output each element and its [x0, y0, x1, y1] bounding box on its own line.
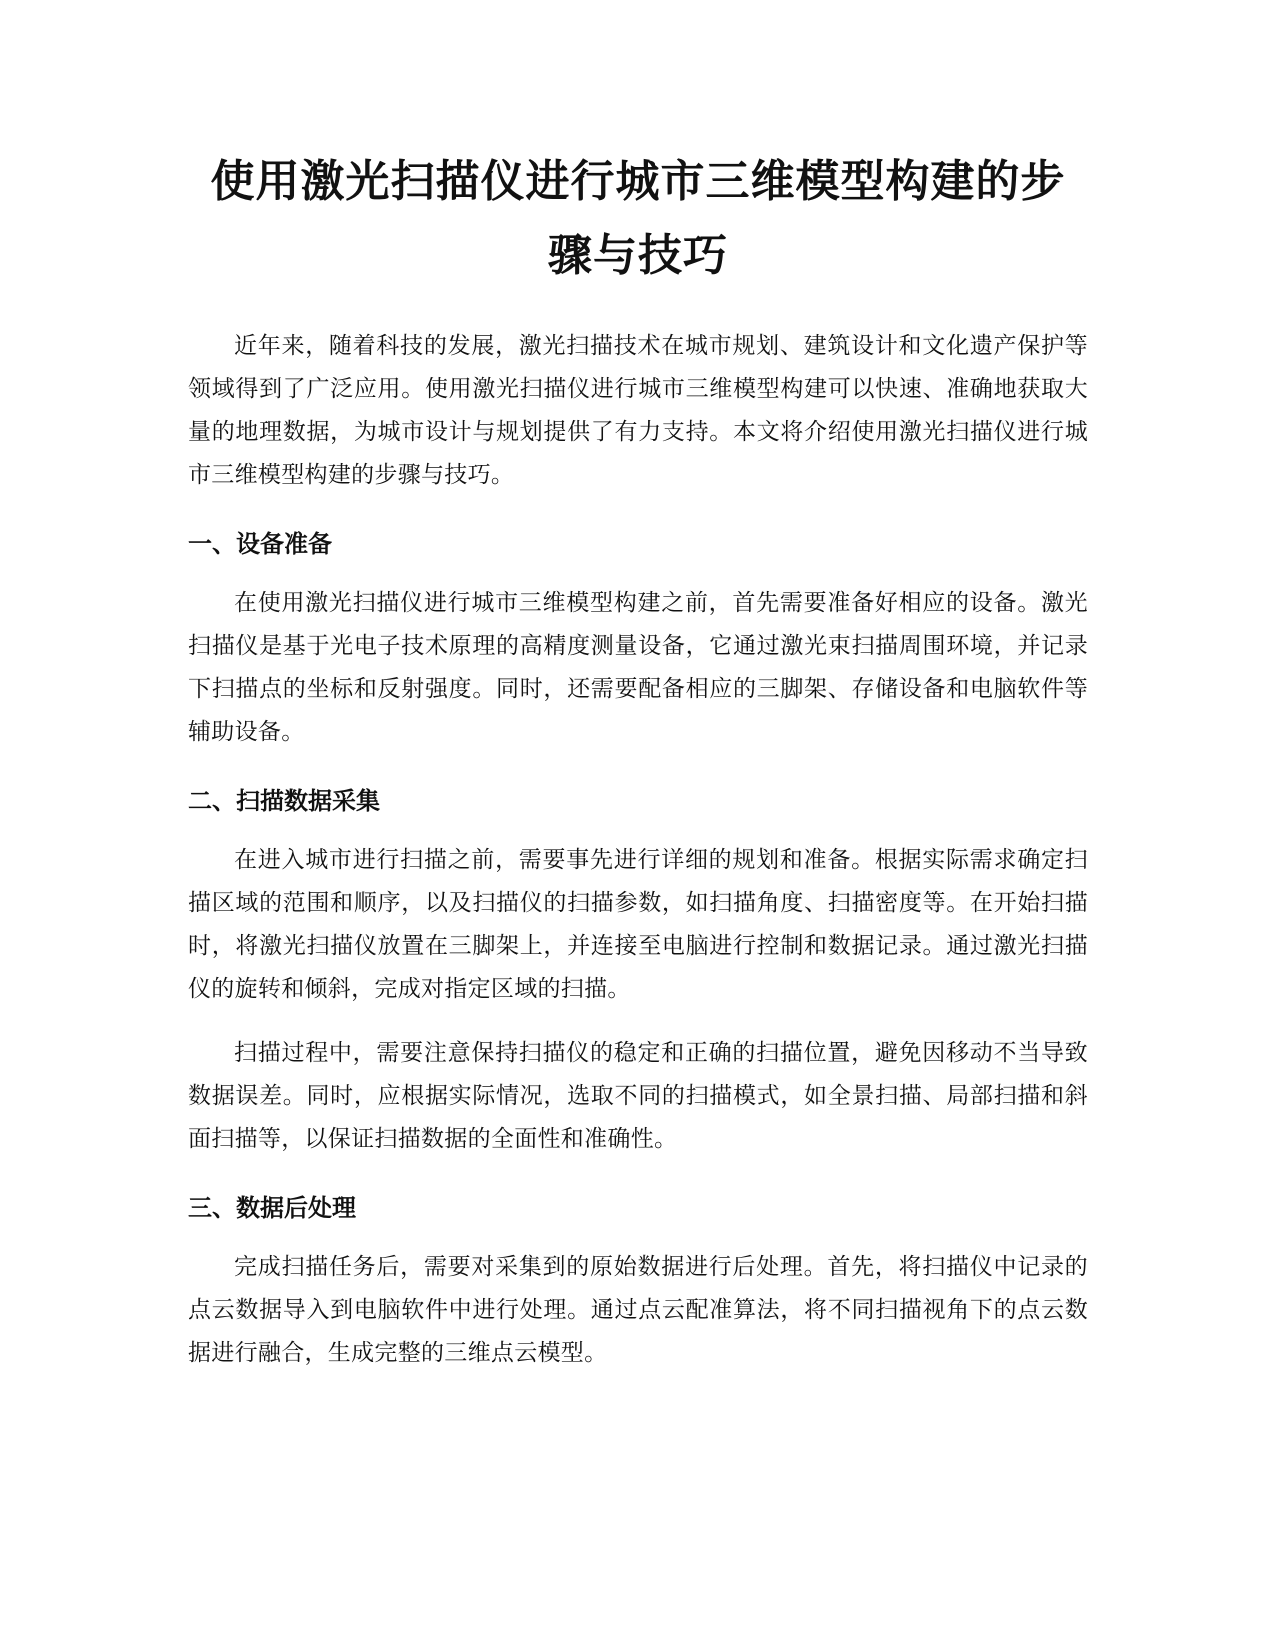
section-heading-scanning: 二、扫描数据采集: [188, 787, 380, 815]
section-heading-equipment: 一、设备准备: [188, 530, 332, 558]
section-paragraph-equipment: 在使用激光扫描仪进行城市三维模型构建之前，首先需要准备好相应的设备。激光扫描仪是基于光电子技术原理的高精度测量设备，它通过激光束扫描周围环境，并记录下扫描点的坐标和反射强度。同时，还需要配备相应的三脚架、存储设备和电脑软件等辅助设备。: [188, 590, 1088, 745]
document-title-line-1: 使用激光扫描仪进行城市三维模型构建的步: [210, 156, 1066, 207]
section-paragraph-processing: 完成扫描任务后，需要对采集到的原始数据进行后处理。首先，将扫描仪中记录的点云数据导入到电脑软件中进行处理。通过点云配准算法，将不同扫描视角下的点云数据进行融合，生成完整的三维点云模型。: [188, 1254, 1088, 1366]
section-paragraph-scanning-2: 扫描过程中，需要注意保持扫描仪的稳定和正确的扫描位置，避免因移动不当导致数据误差。同时，应根据实际情况，选取不同的扫描模式，如全景扫描、局部扫描和斜面扫描等，以保证扫描数据的全面性和准确性。: [188, 1040, 1088, 1152]
section-heading-processing: 三、数据后处理: [188, 1194, 356, 1222]
document-title-line-2: 骤与技巧: [548, 230, 728, 281]
section-paragraph-scanning-1: 在进入城市进行扫描之前，需要事先进行详细的规划和准备。根据实际需求确定扫描区域的范围和顺序，以及扫描仪的扫描参数，如扫描角度、扫描密度等。在开始扫描时，将激光扫描仪放置在三脚架上，并连接至电脑进行控制和数据记录。通过激光扫描仪的旋转和倾斜，完成对指定区域的扫描。: [188, 847, 1088, 1002]
document-title: [188, 145, 1088, 293]
intro-paragraph: 近年来，随着科技的发展，激光扫描技术在城市规划、建筑设计和文化遗产保护等领域得到了广泛应用。使用激光扫描仪进行城市三维模型构建可以快速、准确地获取大量的地理数据，为城市设计与规划提供了有力支持。本文将介绍使用激光扫描仪进行城市三维模型构建的步骤与技巧。: [188, 333, 1088, 488]
document-body: [188, 145, 1088, 1375]
